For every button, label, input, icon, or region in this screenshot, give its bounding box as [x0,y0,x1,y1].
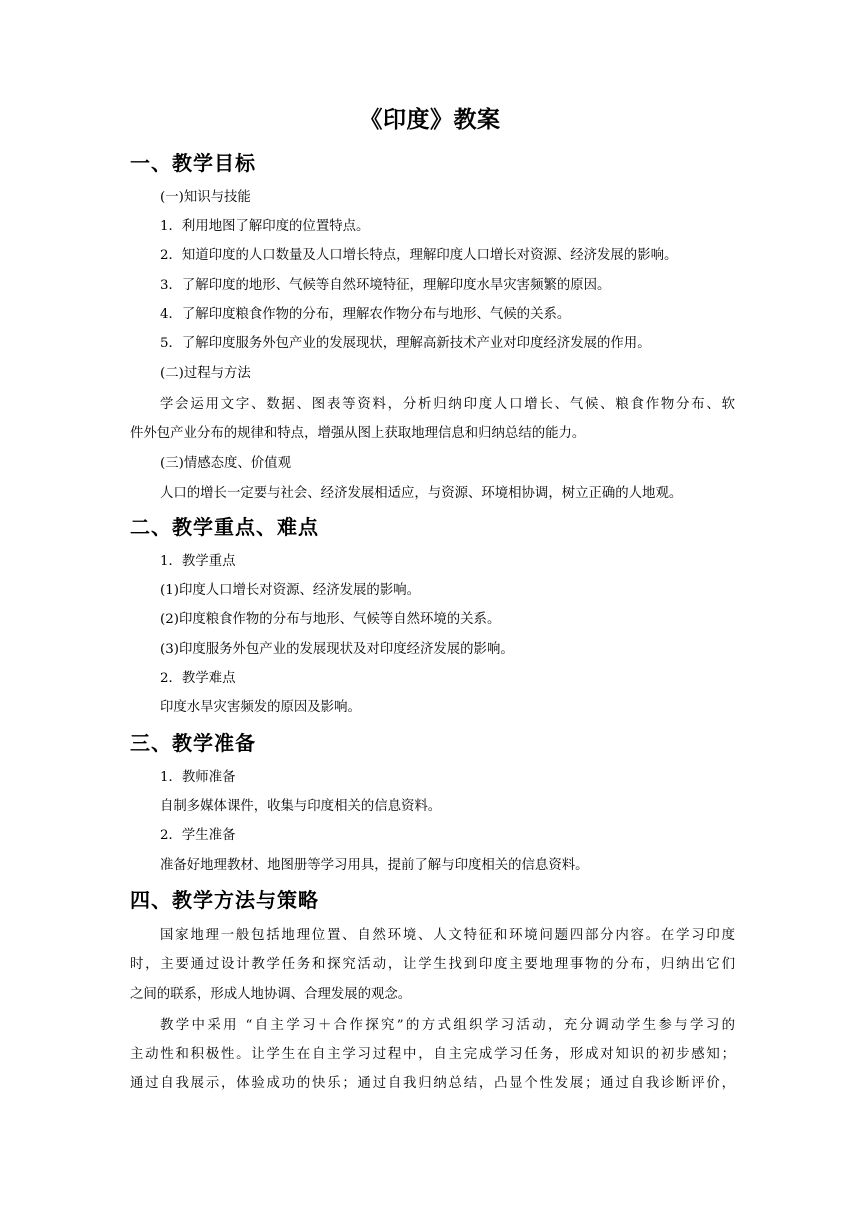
subheading-key-points: 1．教学重点 [160,554,236,569]
section-heading-methods: 四、教学方法与策略 [130,888,319,912]
paragraph-methods-2-line-1: 教学中采用 “自主学习＋合作探究”的方式组织学习活动，充分调动学生参与学习的 [160,1018,735,1033]
document-title: 《印度》教案 [359,107,501,133]
paragraph-methods-1-line-1: 国家地理一般包括地理位置、自然环境、人文特征和环境问题四部分内容。在学习印度 [160,928,735,943]
paragraph-process-line-1: 学会运用文字、数据、图表等资料，分析归纳印度人口增长、气候、粮食作物分布、软 [160,397,735,412]
key-point-item-3: (3)印度服务外包产业的发展现状及对印度经济发展的影响。 [160,642,514,657]
key-point-item-2: (2)印度粮食作物的分布与地形、气候等自然环境的关系。 [160,612,501,627]
subheading-knowledge-skills: (一)知识与技能 [160,190,251,205]
objective-item-3: 3．了解印度的地形、气候等自然环境特征，理解印度水旱灾害频繁的原因。 [160,278,611,293]
subheading-teacher-prep: 1．教师准备 [160,770,236,785]
objective-item-5: 5．了解印度服务外包产业的发展现状，理解高新技术产业对印度经济发展的作用。 [160,336,651,351]
paragraph-methods-1-line-3: 之间的联系，形成人地协调、合理发展的观念。 [130,987,412,1002]
key-point-item-1: (1)印度人口增长对资源、经济发展的影响。 [160,583,420,598]
paragraph-teacher-prep: 自制多媒体课件，收集与印度相关的信息资料。 [160,799,442,814]
paragraph-methods-1-line-2: 时，主要通过设计教学任务和探究活动，让学生找到印度主要地理事物的分布，归纳出它们 [130,957,735,972]
difficulty-item: 印度水旱灾害频发的原因及影响。 [160,700,361,715]
subheading-student-prep: 2．学生准备 [160,828,236,843]
paragraph-methods-2-line-2: 主动性和积极性。让学生在自主学习过程中，自主完成学习任务，形成对知识的初步感知； [130,1047,735,1062]
paragraph-student-prep: 准备好地理教材、地图册等学习用具，提前了解与印度相关的信息资料。 [160,858,589,873]
subheading-difficulties: 2．教学难点 [160,671,236,686]
section-heading-preparation: 三、教学准备 [130,731,256,755]
subheading-process-methods: (二)过程与方法 [160,366,251,381]
objective-item-4: 4．了解印度粮食作物的分布，理解农作物分布与地形、气候的关系。 [160,307,571,322]
paragraph-process-line-2: 件外包产业分布的规律和特点，增强从图上获取地理信息和归纳总结的能力。 [130,426,586,441]
objective-item-2: 2．知道印度的人口数量及人口增长特点，理解印度人口增长对资源、经济发展的影响。 [160,248,678,263]
paragraph-methods-2-line-3: 通过自我展示，体验成功的快乐；通过自我归纳总结，凸显个性发展；通过自我诊断评价， [130,1076,735,1091]
subheading-attitudes-values: (三)情感态度、价值观 [160,456,291,471]
section-heading-key-points: 二、教学重点、难点 [130,515,319,539]
section-heading-objectives: 一、教学目标 [130,151,256,175]
objective-item-1: 1．利用地图了解印度的位置特点。 [160,219,370,234]
paragraph-attitudes: 人口的增长一定要与社会、经济发展相适应，与资源、环境相协调，树立正确的人地观。 [160,486,683,501]
